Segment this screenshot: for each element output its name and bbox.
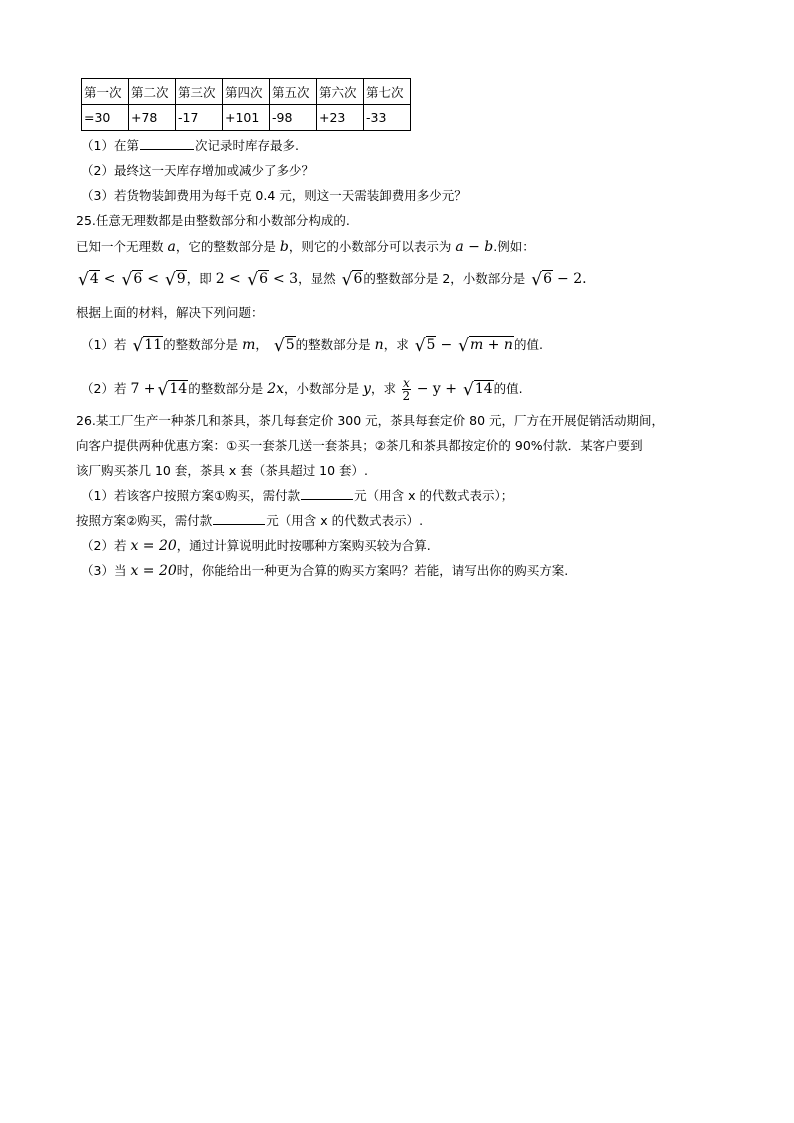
math-expr: 7 + bbox=[130, 381, 156, 397]
q25-part2-text: 的整数部分是 bbox=[188, 381, 264, 396]
q25-part2-text: 的值. bbox=[493, 381, 523, 396]
sqrt-expression: √6 bbox=[341, 270, 363, 290]
q26-part2 bbox=[81, 537, 431, 555]
q26-part1-cont-text-a: 按照方案②购买，需付款 bbox=[76, 513, 213, 528]
table-row bbox=[82, 105, 411, 131]
math-expr-x-eq-20: x = 20 bbox=[130, 538, 177, 554]
table-cell: -98 bbox=[270, 105, 317, 131]
sqrt-expression: √4 bbox=[78, 270, 99, 290]
math-expr-2x: 2x bbox=[267, 381, 285, 397]
q25-intro bbox=[76, 238, 535, 256]
table-cell: -33 bbox=[364, 105, 411, 131]
q25-example-text: ，显然 bbox=[298, 271, 336, 286]
q25-part2-text: （2）若 bbox=[81, 381, 127, 396]
sqrt-expression: √11 bbox=[132, 336, 163, 356]
table-header-cell: 第三次 bbox=[176, 79, 223, 105]
q26-part1-text-b: 元（用含 x 的代数式表示）； bbox=[354, 488, 514, 503]
q24-part1-text-b: 次记录时库存最多. bbox=[194, 138, 299, 153]
q24-part1-text-a: （1）在第 bbox=[81, 138, 139, 153]
q25-part2-text: ，小数部分是 bbox=[284, 381, 360, 396]
q25-part1-text: 的值. bbox=[513, 337, 543, 352]
math-var-a: a bbox=[167, 239, 176, 255]
table-header-cell: 第七次 bbox=[364, 79, 411, 105]
q25-part1-text: ，求 bbox=[383, 337, 409, 352]
answer-blank[interactable] bbox=[140, 137, 194, 150]
math-symbol: < bbox=[147, 271, 159, 287]
sqrt-expression: √14 bbox=[462, 380, 493, 400]
math-expr: < 3 bbox=[273, 271, 299, 287]
math-expr-x-eq-20: x = 20 bbox=[130, 563, 177, 579]
q25-example bbox=[76, 270, 587, 289]
table-header-cell: 第六次 bbox=[317, 79, 364, 105]
q26-part1 bbox=[81, 487, 513, 505]
q26-line1: 26.某工厂生产一种茶几和茶具，茶几每套定价 300 元，茶具每套定价 80 元，厂方在开展促销活动期间， bbox=[76, 413, 665, 428]
table-cell: +101 bbox=[223, 105, 270, 131]
q25-part1 bbox=[81, 336, 543, 355]
table-cell: +78 bbox=[129, 105, 176, 131]
answer-blank[interactable] bbox=[301, 487, 353, 500]
q25-example-text: 的整数部分是 2，小数部分是 bbox=[363, 271, 526, 286]
q25-part1-text: 的整数部分是 bbox=[163, 337, 239, 352]
q24-part3: （3）若货物装卸费用为每千克 0.4 元，则这一天需装卸费用多少元？ bbox=[81, 188, 467, 203]
sqrt-expression: √m + n bbox=[458, 336, 513, 356]
table-header-cell: 第一次 bbox=[82, 79, 129, 105]
math-expr: − y + bbox=[416, 381, 457, 397]
sqrt-expression: √6 bbox=[247, 270, 269, 290]
math-var-y: y bbox=[363, 381, 371, 397]
q26-part1-text-a: （1）若该客户按照方案①购买，需付款 bbox=[81, 488, 301, 503]
math-expr-a-minus-b: a − b bbox=[455, 239, 494, 255]
q26-part3 bbox=[81, 562, 568, 580]
q26-line2: 向客户提供两种优惠方案：①买一套茶几送一套茶具；②茶几和茶具都按定价的 90%付款．某客户要到 bbox=[76, 438, 643, 453]
sqrt-expression: √14 bbox=[157, 380, 188, 400]
fraction-x-over-2: $\frac{x}{2}$ bbox=[402, 376, 411, 403]
q26-part1-cont bbox=[76, 512, 423, 530]
q24-part1 bbox=[81, 137, 299, 155]
q24-part2: （2）最终这一天库存增加或减少了多少？ bbox=[81, 163, 314, 178]
q25-part1-text: 的整数部分是 bbox=[295, 337, 371, 352]
math-var-n: n bbox=[374, 337, 384, 353]
inventory-record-table bbox=[81, 78, 411, 131]
table-cell: =30 bbox=[82, 105, 129, 131]
math-symbol: < bbox=[103, 271, 116, 287]
math-expr: 2 < bbox=[215, 271, 246, 287]
q26-part2-text: ，通过计算说明此时按哪种方案购买较为合算. bbox=[176, 538, 431, 553]
q26-part1-cont-text-b: 元（用含 x 的代数式表示）. bbox=[266, 513, 424, 528]
table-cell: +23 bbox=[317, 105, 364, 131]
q25-material: 根据上面的材料，解决下列问题： bbox=[76, 305, 264, 320]
sqrt-expression: √9 bbox=[164, 270, 186, 290]
math-expr: − 2. bbox=[557, 271, 587, 287]
q25-intro-text: ，则它的小数部分可以表示为 bbox=[288, 239, 452, 254]
sqrt-expression: √6 bbox=[531, 270, 553, 290]
math-symbol: − bbox=[440, 337, 453, 353]
table-header-cell: 第二次 bbox=[129, 79, 176, 105]
q25-part2 bbox=[81, 377, 523, 402]
q25-title: 25.任意无理数都是由整数部分和小数部分构成的. bbox=[76, 213, 350, 228]
sqrt-expression: √5 bbox=[414, 336, 436, 356]
q25-intro-text: 已知一个无理数 bbox=[76, 239, 164, 254]
q25-intro-text: ，它的整数部分是 bbox=[175, 239, 276, 254]
q26-part2-text: （2）若 bbox=[81, 538, 127, 553]
q26-line3: 该厂购买茶几 10 套，茶具 x 套（茶具超过 10 套）. bbox=[76, 463, 369, 478]
math-var-b: b bbox=[279, 239, 289, 255]
q25-part1-text: ， bbox=[255, 337, 268, 352]
q25-example-text: ，即 bbox=[186, 271, 212, 286]
q25-intro-text: .例如： bbox=[493, 239, 535, 254]
q26-part3-text: （3）当 bbox=[81, 563, 127, 578]
q25-part2-text: ，求 bbox=[370, 381, 396, 396]
answer-blank[interactable] bbox=[213, 512, 265, 525]
sqrt-expression: √6 bbox=[121, 270, 143, 290]
sqrt-expression: √5 bbox=[273, 336, 295, 356]
q25-part1-text: （1）若 bbox=[81, 337, 127, 352]
table-cell: -17 bbox=[176, 105, 223, 131]
math-var-m: m bbox=[242, 337, 256, 353]
table-header-cell: 第四次 bbox=[223, 79, 270, 105]
q26-part3-text: 时，你能给出一种更为合算的购买方案吗？若能，请写出你的购买方案. bbox=[176, 563, 569, 578]
table-header-row bbox=[82, 79, 411, 105]
table-header-cell: 第五次 bbox=[270, 79, 317, 105]
